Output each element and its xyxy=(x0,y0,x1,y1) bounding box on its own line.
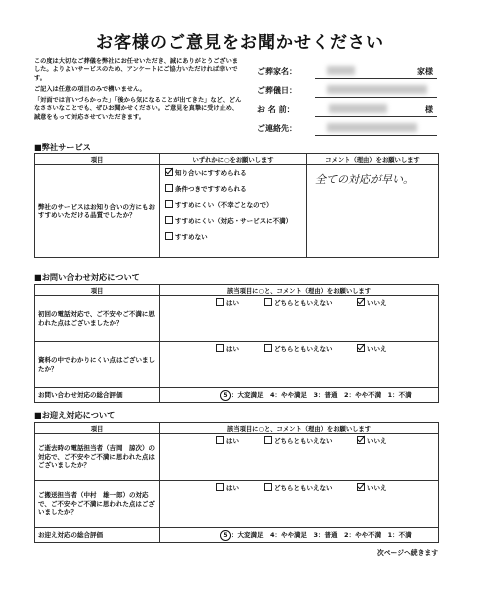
pickup-question-2: ご搬送担当者（中村 雄一郎）の対応で、ご不安やご不満に思われた点はございましたか？ xyxy=(35,481,160,528)
name-suffix: 様 xyxy=(425,105,433,114)
answer-neutral[interactable]: どちらともいえない xyxy=(264,483,333,492)
checkbox[interactable] xyxy=(216,344,224,352)
checkbox[interactable] xyxy=(264,436,272,444)
service-option-3[interactable]: すすめにくい（不幸ごとなので） xyxy=(160,197,306,213)
answer-no[interactable]: いいえ xyxy=(357,298,387,307)
funeral-date-row xyxy=(257,85,437,104)
customer-info xyxy=(257,66,437,142)
selected-rating[interactable]: 5 xyxy=(220,390,231,401)
inquiry-eval-label: お問い合わせ対応の総合評価 xyxy=(35,388,160,403)
checkbox-checked[interactable] xyxy=(357,344,365,352)
service-options xyxy=(160,165,307,258)
pickup-answer-2 xyxy=(160,481,439,528)
answer-yes[interactable]: はい xyxy=(216,483,239,492)
contact-label: ご連絡先： xyxy=(257,124,297,133)
inquiry-table xyxy=(34,284,439,403)
redacted-contact xyxy=(327,123,417,132)
service-header-choice: いずれかに○をお願いします xyxy=(160,154,307,165)
checkbox-checked[interactable] xyxy=(357,436,365,444)
inquiry-question-1: 初回の電話対応で、ご不安やご不満に思われた点はございましたか？ xyxy=(35,296,160,342)
pickup-eval-scale: 5 ：大変満足 4：やや満足 3：普通 2：やや不満 1：不満 xyxy=(160,528,439,543)
answer-neutral[interactable]: どちらともいえない xyxy=(264,344,333,353)
checkbox[interactable] xyxy=(264,483,272,491)
checkbox[interactable] xyxy=(165,216,173,224)
service-option-1[interactable]: 知り合いにすすめられる xyxy=(160,165,306,181)
name-line[interactable] xyxy=(315,116,437,117)
checkbox[interactable] xyxy=(165,184,173,192)
handwritten-comment: 全ての対応が早い。 xyxy=(315,173,414,186)
checkbox-checked[interactable] xyxy=(357,483,365,491)
redacted-name xyxy=(329,104,387,113)
funeral-date-line[interactable] xyxy=(315,97,437,98)
checkbox[interactable] xyxy=(264,298,272,306)
service-question: 弊社のサービスはお知り合いの方にもおすすめいただける品質でしたか？ xyxy=(35,165,160,258)
service-header-comment: コメント（理由）をお願いします xyxy=(307,154,439,165)
funeral-date-label: ご葬儀日： xyxy=(257,86,297,95)
next-page-note: 次ページへ続きます xyxy=(376,549,438,557)
name-row xyxy=(257,104,437,123)
family-name-line[interactable] xyxy=(315,78,437,79)
selected-rating[interactable]: 5 xyxy=(220,530,231,541)
redacted-family-name xyxy=(327,66,355,75)
section-inquiry-title: ■お問い合わせ対応について xyxy=(34,272,140,282)
checkbox[interactable] xyxy=(165,200,173,208)
checkbox[interactable] xyxy=(216,436,224,444)
service-header-item: 項目 xyxy=(35,154,160,165)
service-comment-cell[interactable] xyxy=(307,165,439,258)
checkbox-checked[interactable] xyxy=(357,298,365,306)
family-suffix: 家様 xyxy=(417,67,433,76)
service-option-4[interactable]: すすめにくい（対応・サービスに不満） xyxy=(160,213,306,229)
service-option-2[interactable]: 条件つきですすめられる xyxy=(160,181,306,197)
pickup-answer-1 xyxy=(160,434,439,481)
answer-no[interactable]: いいえ xyxy=(357,483,387,492)
answer-no[interactable]: いいえ xyxy=(357,436,387,445)
page-title: お客様のご意見をお聞かせください xyxy=(96,33,384,53)
inquiry-answer-2 xyxy=(160,342,439,388)
contact-row xyxy=(257,123,437,142)
service-option-5[interactable]: すすめない xyxy=(160,229,306,245)
intro-paragraph-2: ご記入は任意の項目のみで構いません。 xyxy=(34,85,146,93)
pickup-question-1: ご逝去時の電話担当者（吉岡 諒次）の対応で、ご不安やご不満に思われた点はございましたか？ xyxy=(35,434,160,481)
answer-neutral[interactable]: どちらともいえない xyxy=(264,436,333,445)
intro-text xyxy=(34,58,244,125)
family-name-row xyxy=(257,66,437,85)
pickup-table xyxy=(34,422,439,543)
intro-paragraph-1: この度は大切なご葬儀を弊社にお任せいただき、誠にありがとうございました。よりよいサービスのため、アンケートにご協力いただければ幸いです。 xyxy=(34,58,238,82)
intro-paragraph-3: 「対面では言いづらかった」「後から気になることが出てきた」など、どんなささいなことでも、ぜひお聞かせください。ご意見を真摯に受け止め、誠意をもって対応させていただきます。 xyxy=(34,97,242,121)
pickup-eval-label: お迎え対応の総合評価 xyxy=(35,528,160,543)
answer-yes[interactable]: はい xyxy=(216,436,239,445)
checkbox[interactable] xyxy=(216,298,224,306)
contact-line[interactable] xyxy=(315,135,437,136)
checkbox[interactable] xyxy=(264,344,272,352)
answer-no[interactable]: いいえ xyxy=(357,344,387,353)
answer-yes[interactable]: はい xyxy=(216,298,239,307)
inquiry-header-item: 項目 xyxy=(35,285,160,296)
checkbox[interactable] xyxy=(165,232,173,240)
inquiry-question-2: 資料の中でわかりにくい点はございましたか？ xyxy=(35,342,160,388)
inquiry-header-choice: 該当項目に○と、コメント（理由）をお願いします xyxy=(160,285,439,296)
checkbox-checked[interactable] xyxy=(165,168,173,176)
section-service-title: ■弊社サービス xyxy=(34,142,91,152)
inquiry-answer-1 xyxy=(160,296,439,342)
answer-neutral[interactable]: どちらともいえない xyxy=(264,298,333,307)
pickup-header-item: 項目 xyxy=(35,423,160,434)
answer-yes[interactable]: はい xyxy=(216,344,239,353)
service-table xyxy=(34,153,439,258)
redacted-funeral-date xyxy=(327,85,427,94)
family-name-label: ご葬家名： xyxy=(257,67,297,76)
pickup-header-choice: 該当項目に○と、コメント（理由）をお願いします xyxy=(160,423,439,434)
inquiry-eval-scale: 5 ：大変満足 4：やや満足 3：普通 2：やや不満 1：不満 xyxy=(160,388,439,403)
section-pickup-title: ■お迎え対応について xyxy=(34,410,116,420)
checkbox[interactable] xyxy=(216,483,224,491)
name-label: お 名 前： xyxy=(257,105,295,114)
